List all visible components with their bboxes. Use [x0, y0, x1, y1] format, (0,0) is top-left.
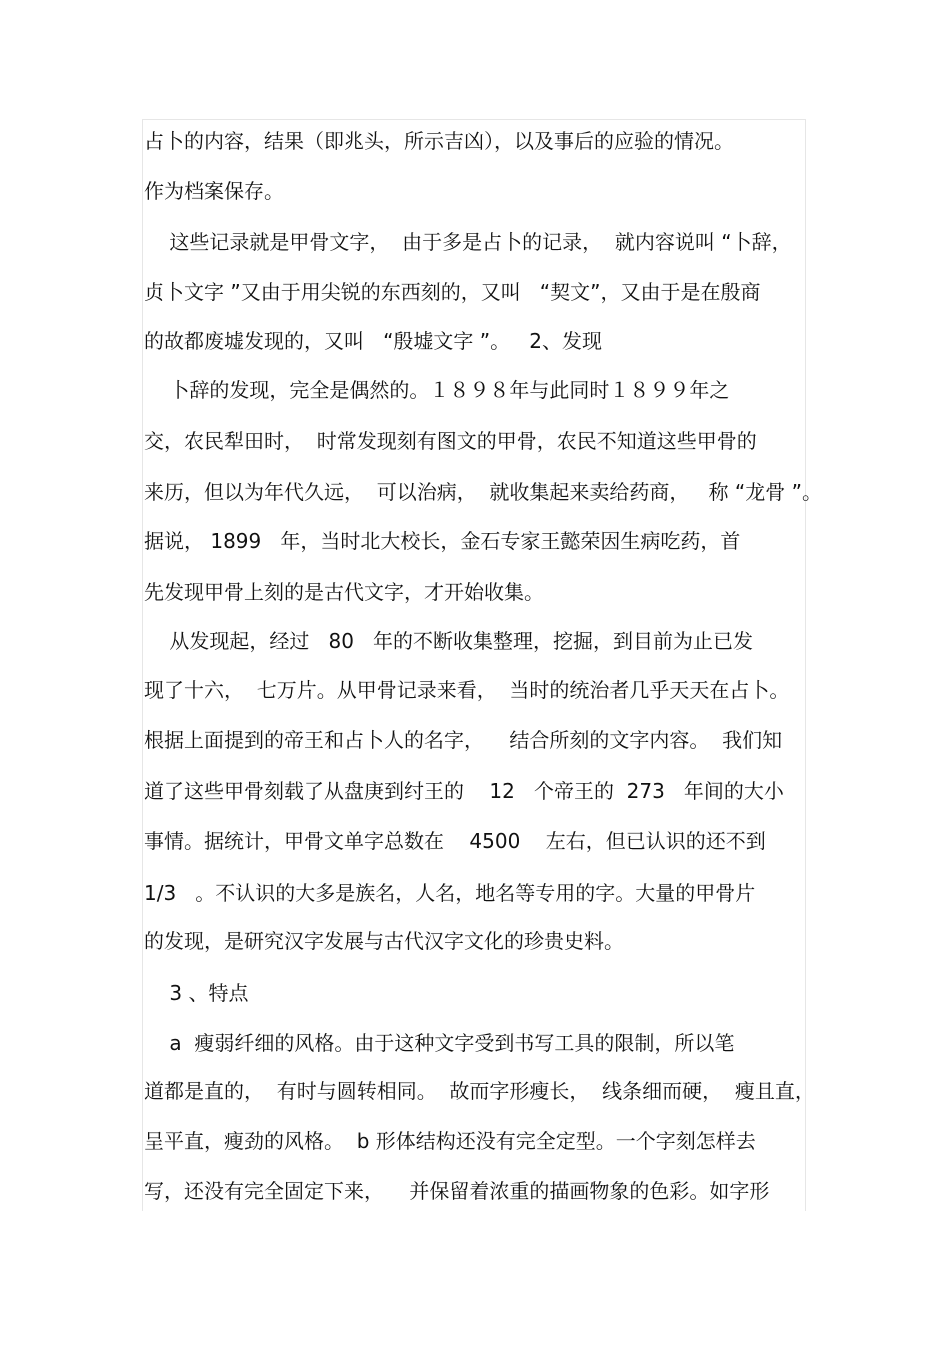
- text-line: 作为档案保存。: [144, 179, 284, 203]
- text-line: 呈平直，瘦劲的风格。 b 形体结构还没有完全定型。一个字刻怎样去: [144, 1129, 756, 1153]
- text-line: 占卜的内容，结果（即兆头，所示吉凶），以及事后的应验的情况。: [144, 129, 734, 153]
- text-line: 先发现甲骨上刻的是古代文字，才开始收集。: [144, 580, 544, 604]
- text-line: 据说， 1899 年，当时北大校长，金石专家王懿荣因生病吃药，首: [144, 529, 741, 553]
- text-line: 现了十六， 七万片。从甲骨记录来看， 当时的统治者几乎天天在占卜。: [144, 678, 790, 702]
- text-line: 道都是直的， 有时与圆转相同。 故而字形瘦长， 线条细而硬， 瘦且直，: [144, 1079, 815, 1103]
- text-line: a 瘦弱纤细的风格。由于这种文字受到书写工具的限制，所以笔: [144, 1031, 735, 1055]
- text-line: 这些记录就是甲骨文字， 由于多是占卜的记录， 就内容说叫 “卜辞，: [144, 230, 792, 254]
- text-line: 1/3 。不认识的大多是族名，人名，地名等专用的字。大量的甲骨片: [144, 881, 756, 905]
- text-line: 事情。据统计，甲骨文单字总数在 4500 左右，但已认识的还不到: [144, 829, 766, 853]
- text-line: 交，农民犁田时， 时常发现刻有图文的甲骨，农民不知道这些甲骨的: [144, 429, 757, 453]
- text-line: 的故都废墟发现的，又叫 “殷墟文字 ”。 2、发现: [144, 329, 602, 353]
- text-line: 从发现起，经过 80 年的不断收集整理，挖掘，到目前为止已发: [144, 629, 754, 653]
- text-line: 道了这些甲骨刻载了从盘庚到纣王的 12 个帝王的 273 年间的大小: [144, 779, 784, 803]
- text-line: 写，还没有完全固定下来， 并保留着浓重的描画物象的色彩。如字形: [144, 1179, 770, 1203]
- text-line: 的发现，是研究汉字发展与古代汉字文化的珍贵史料。: [144, 929, 624, 953]
- text-line: 根据上面提到的帝王和占卜人的名字， 结合所刻的文字内容。 我们知: [144, 728, 783, 752]
- text-line: 来历，但以为年代久远， 可以治病， 就收集起来卖给药商， 称 “龙骨 ”。: [144, 480, 822, 504]
- text-line: 卜辞的发现，完全是偶然的。１８９８年与此同时１８９９年之: [144, 378, 730, 402]
- text-line: 贞卜文字 ”又由于用尖锐的东西刻的，又叫 “契文”，又由于是在殷商: [144, 280, 761, 304]
- text-line: 3 、特点: [144, 981, 249, 1005]
